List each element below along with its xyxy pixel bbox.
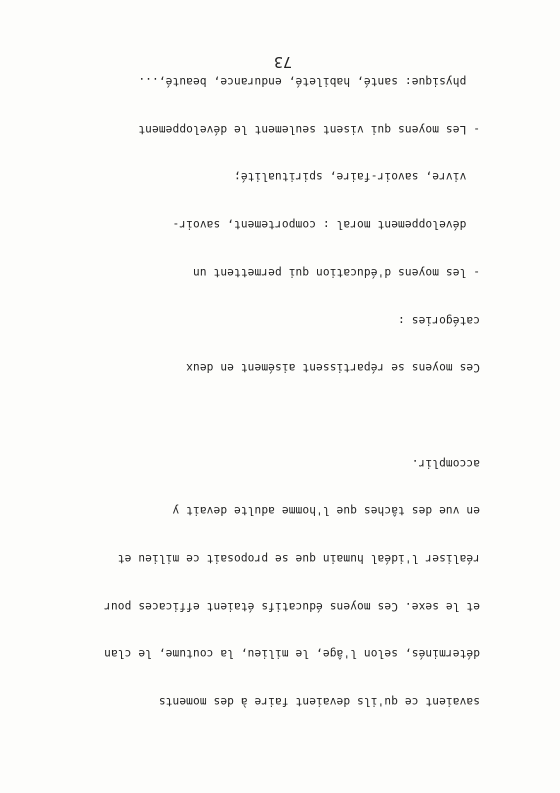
text-line: vivre, savoir-faire, spiritualité; bbox=[233, 170, 480, 184]
text-line: physique: santé, habileté, endurance, beauté,... bbox=[138, 75, 480, 89]
text-line: en vue des tâches que l'homme adulte devait y bbox=[172, 504, 480, 518]
text-line: accomplir. bbox=[411, 456, 480, 470]
blank-line bbox=[78, 407, 480, 423]
text-line: Ces moyens se répartissent aisément en deux bbox=[186, 361, 480, 375]
page-number: 73 bbox=[273, 53, 292, 71]
text-line: et le sexe. Ces moyens éducatifs étaient efficaces pour bbox=[104, 599, 480, 613]
text-line: développement moral : comportement, savoir- bbox=[172, 218, 480, 232]
text-line: catégories : bbox=[397, 313, 480, 327]
text-line: - Les moyens qui visent seulement le développement bbox=[138, 122, 480, 136]
text-line: réaliser l'idéal humain que se proposait ce milieu et bbox=[117, 552, 480, 566]
text-line: déterminés, selon l'âge, le milieu, la coutume, le clan bbox=[104, 647, 480, 661]
text-line: - les moyens d'éducation qui permettent un bbox=[192, 265, 480, 279]
blank-line bbox=[78, 25, 480, 41]
text-line: savaient ce qu'ils devaient faire à des moments bbox=[158, 695, 480, 709]
body-text bbox=[78, 0, 480, 741]
